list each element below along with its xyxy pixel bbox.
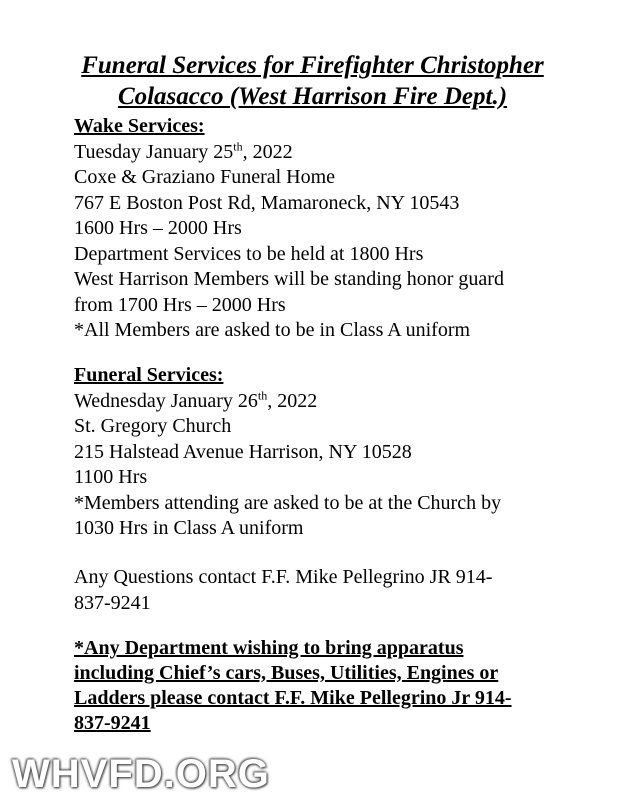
apparatus-line-3: Ladders please contact F.F. Mike Pellegrino Jr 914-	[74, 687, 512, 709]
wake-date	[74, 140, 604, 166]
wake-venue: Coxe & Graziano Funeral Home	[74, 166, 336, 188]
wake-heading: Wake Services:	[74, 115, 205, 137]
funeral-time: 1100 Hrs	[74, 466, 148, 488]
funeral-date-suffix: th	[257, 387, 268, 402]
wake-services-section	[74, 114, 604, 344]
wake-date-year: , 2022	[242, 140, 293, 163]
wake-date-text: Tuesday January 25	[74, 140, 234, 163]
apparatus-notice	[74, 636, 534, 736]
funeral-date-text: Wednesday January 26	[74, 389, 258, 412]
apparatus-line-2: including Chief’s cars, Buses, Utilities, Engines or	[74, 662, 499, 684]
wake-address: 767 E Boston Post Rd, Mamaroneck, NY 10543	[74, 191, 460, 214]
funeral-attend-note-1: *Members attending are asked to be at the Church by	[74, 491, 502, 514]
funeral-address: 215 Halstead Avenue Harrison, NY 10528	[74, 440, 412, 463]
funeral-heading: Funeral Services:	[74, 364, 224, 386]
apparatus-line-1: *Any Department wishing to bring apparatus	[74, 637, 464, 659]
questions-line-1: Any Questions contact F.F. Mike Pellegrino JR 914-	[74, 566, 493, 588]
questions-line-2: 837-9241	[74, 591, 151, 614]
wake-department-services: Department Services to be held at 1800 Hrs	[74, 242, 424, 265]
funeral-attend-note-2: 1030 Hrs in Class A uniform	[74, 517, 304, 539]
questions-contact	[74, 565, 604, 616]
wake-hours: 1600 Hrs – 2000 Hrs	[74, 217, 242, 239]
wake-honor-guard-1: West Harrison Members will be standing honor guard	[74, 268, 504, 290]
site-watermark: WHVFD.ORG	[12, 752, 270, 796]
funeral-services-section	[74, 363, 604, 542]
funeral-date-year: , 2022	[267, 389, 318, 412]
title-line-1: Funeral Services for Firefighter Christopher	[81, 52, 544, 79]
wake-honor-guard-2: from 1700 Hrs – 2000 Hrs	[74, 293, 286, 316]
apparatus-line-4: 837-9241	[74, 712, 151, 734]
document-title	[20, 50, 605, 112]
wake-uniform-note: *All Members are asked to be in Class A uniform	[74, 319, 471, 341]
title-line-2: Colasacco (West Harrison Fire Dept.)	[117, 83, 508, 110]
funeral-date	[74, 389, 604, 415]
wake-date-suffix: th	[233, 138, 243, 153]
funeral-venue: St. Gregory Church	[74, 415, 232, 437]
